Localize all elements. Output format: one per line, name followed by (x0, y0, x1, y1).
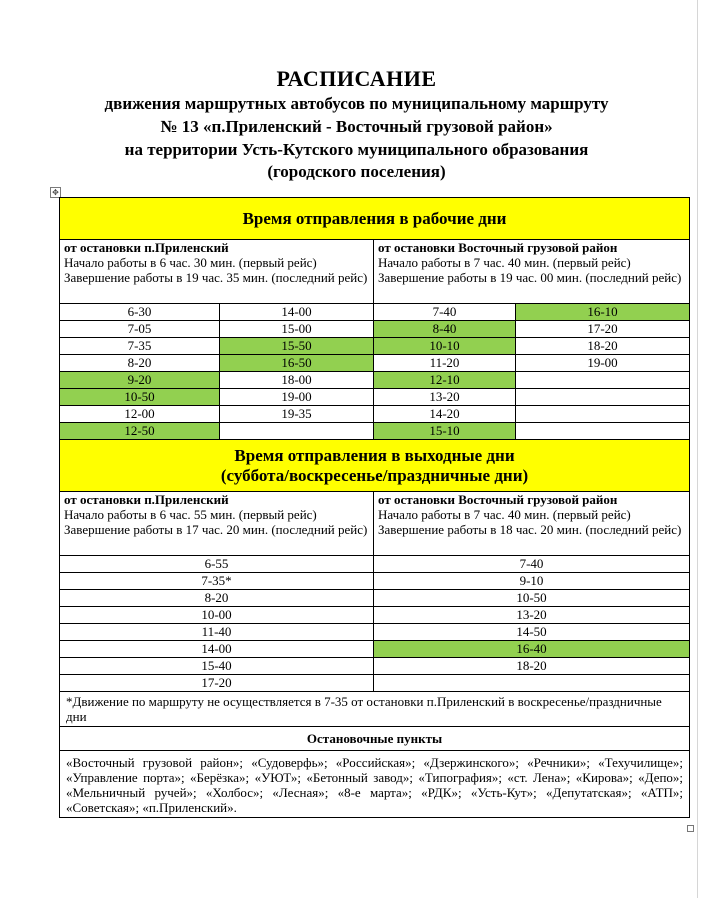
weekday-time-cell: 13-20 (374, 389, 516, 406)
schedule-note: *Движение по маршруту не осуществляется в 7-35 от остановки п.Приленский в воскресенье/праздничные дни (60, 692, 690, 727)
weekday-time-cell (516, 389, 690, 406)
subtitle-line-1: движения маршрутных автобусов по муниципальному маршруту (104, 94, 609, 113)
weekday-time-cell: 18-00 (220, 372, 374, 389)
subtitle-line-3: на территории Усть-Кутского муниципального образования (124, 140, 589, 159)
weekday-time-cell: 19-35 (220, 406, 374, 423)
weekend-heading-row (60, 440, 690, 492)
weekday-time-cell: 17-20 (516, 321, 690, 338)
weekend-left-start: Начало работы в 6 час. 55 мин. (первый рейс) (64, 507, 317, 522)
weekday-time-cell: 9-20 (60, 372, 220, 389)
weekend-time-cell: 13-20 (374, 607, 690, 624)
weekday-time-cell: 19-00 (220, 389, 374, 406)
weekend-right-info (374, 492, 690, 556)
weekday-time-cell: 15-00 (220, 321, 374, 338)
weekend-right-stop: от остановки Восточный грузовой район (378, 492, 618, 507)
weekday-time-cell: 6-30 (60, 304, 220, 321)
weekday-time-cell (516, 423, 690, 440)
weekday-right-start: Начало работы в 7 час. 40 мин. (первый рейс) (378, 255, 631, 270)
weekday-heading: Время отправления в рабочие дни (60, 198, 690, 240)
weekday-row (60, 304, 690, 321)
weekday-time-cell: 15-10 (374, 423, 516, 440)
weekday-right-info (374, 240, 690, 304)
weekend-row (60, 590, 690, 607)
stops-heading-row (60, 727, 690, 751)
weekday-time-cell: 8-40 (374, 321, 516, 338)
weekday-left-end: Завершение работы в 19 час. 35 мин. (последний рейс) (64, 270, 368, 285)
weekday-time-cell: 16-10 (516, 304, 690, 321)
weekday-time-cell: 16-50 (220, 355, 374, 372)
weekend-right-end: Завершение работы в 18 час. 20 мин. (последний рейс) (378, 522, 682, 537)
weekday-time-cell: 10-50 (60, 389, 220, 406)
weekday-row (60, 355, 690, 372)
weekday-time-cell: 18-20 (516, 338, 690, 355)
weekday-time-cell (516, 372, 690, 389)
weekday-right-end: Завершение работы в 19 час. 00 мин. (последний рейс) (378, 270, 682, 285)
weekday-time-cell (516, 406, 690, 423)
weekend-time-cell: 6-55 (60, 556, 374, 573)
weekend-row (60, 556, 690, 573)
weekend-time-cell: 7-40 (374, 556, 690, 573)
weekday-row (60, 389, 690, 406)
weekend-info-row (60, 492, 690, 556)
weekday-time-cell: 12-00 (60, 406, 220, 423)
weekend-row (60, 624, 690, 641)
table-resize-handle[interactable] (687, 825, 694, 832)
weekday-time-cell: 7-40 (374, 304, 516, 321)
weekday-time-cell: 7-05 (60, 321, 220, 338)
weekend-time-cell: 14-50 (374, 624, 690, 641)
weekend-time-cell: 10-00 (60, 607, 374, 624)
weekday-time-cell: 12-50 (60, 423, 220, 440)
note-row (60, 692, 690, 727)
weekday-left-start: Начало работы в 6 час. 30 мин. (первый рейс) (64, 255, 317, 270)
weekend-left-info (60, 492, 374, 556)
weekday-row (60, 406, 690, 423)
weekend-time-cell: 14-00 (60, 641, 374, 658)
table-move-handle-icon[interactable]: ✥ (50, 187, 61, 198)
weekend-right-start: Начало работы в 7 час. 40 мин. (первый рейс) (378, 507, 631, 522)
weekday-row (60, 372, 690, 389)
weekend-time-cell (374, 675, 690, 692)
schedule-table (59, 197, 690, 818)
weekday-time-cell: 14-20 (374, 406, 516, 423)
weekday-time-cell: 19-00 (516, 355, 690, 372)
weekend-heading-line-1: Время отправления в выходные дни (234, 445, 515, 465)
stops-heading: Остановочные пункты (60, 727, 690, 751)
weekday-right-stop: от остановки Восточный грузовой район (378, 240, 618, 255)
weekday-time-cell: 11-20 (374, 355, 516, 372)
weekday-row (60, 423, 690, 440)
weekend-time-cell: 16-40 (374, 641, 690, 658)
weekend-row (60, 573, 690, 590)
weekday-left-stop: от остановки п.Приленский (64, 240, 229, 255)
weekend-time-cell: 10-50 (374, 590, 690, 607)
weekend-row (60, 658, 690, 675)
weekend-row (60, 641, 690, 658)
subtitle-line-4: (городского поселения) (267, 162, 446, 181)
weekday-time-cell: 12-10 (374, 372, 516, 389)
stops-row (60, 751, 690, 818)
weekday-time-cell: 15-50 (220, 338, 374, 355)
weekend-time-cell: 15-40 (60, 658, 374, 675)
weekend-left-end: Завершение работы в 17 час. 20 мин. (последний рейс) (64, 522, 368, 537)
weekend-time-cell: 11-40 (60, 624, 374, 641)
weekend-time-cell: 8-20 (60, 590, 374, 607)
weekday-time-cell: 8-20 (60, 355, 220, 372)
weekend-row (60, 607, 690, 624)
weekend-heading (60, 440, 690, 492)
weekend-time-cell: 7-35* (60, 573, 374, 590)
weekday-left-info (60, 240, 374, 304)
weekday-time-cell: 7-35 (60, 338, 220, 355)
weekday-time-cell: 14-00 (220, 304, 374, 321)
weekend-left-stop: от остановки п.Приленский (64, 492, 229, 507)
weekend-time-cell: 9-10 (374, 573, 690, 590)
weekend-heading-line-2: (суббота/воскресенье/праздничные дни) (220, 465, 529, 485)
stops-list: «Восточный грузовой район»; «Судоверфь»; «Российская»; «Дзержинского»; «Речники»; «Техучилище»; «Управление порта»; «Берёзка»; «УЮТ»; «Бетонный завод»; «Типография»; «ст. Лена»; «Кирова»; «Депо»; «Мельничный ручей»; «Холбос»; «Лесная»; «8-е марта»; «РДК»; «Усть-Кут»; «Депутатская»; «АТП»; «Советская»; «п.Приленский». (60, 751, 690, 818)
weekday-time-cell (220, 423, 374, 440)
document-title: РАСПИСАНИЕ (276, 66, 437, 91)
weekend-time-cell: 17-20 (60, 675, 374, 692)
weekday-time-cell: 10-10 (374, 338, 516, 355)
subtitle-line-2: № 13 «п.Приленский - Восточный грузовой район» (160, 117, 553, 136)
weekend-row (60, 675, 690, 692)
weekday-row (60, 338, 690, 355)
weekend-time-cell: 18-20 (374, 658, 690, 675)
weekday-row (60, 321, 690, 338)
